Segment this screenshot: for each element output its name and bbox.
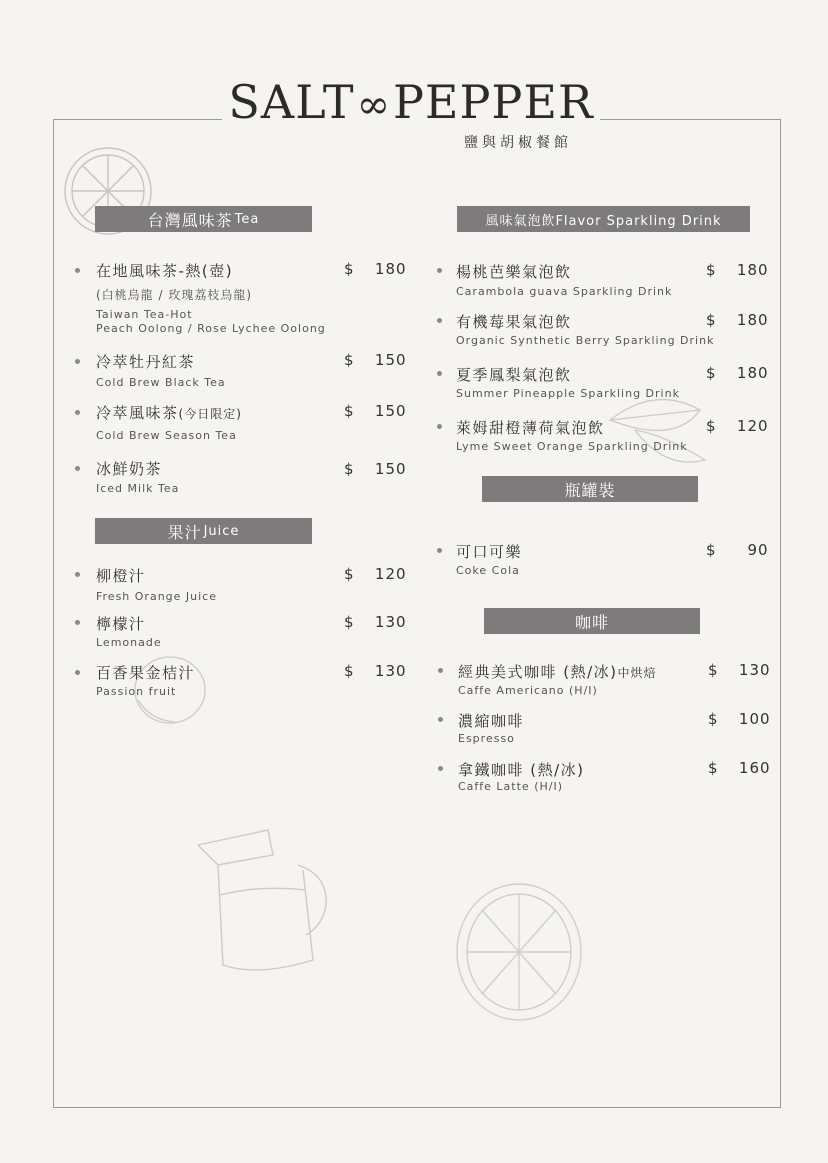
logo-text: SALT∞PEPPER [228,75,594,129]
menu-item-english: Coke Cola [456,564,520,577]
menu-item-name: 冷萃牡丹紅茶 [96,353,196,371]
menu-item-price: $ 150 [344,351,407,369]
menu-item-name: 可口可樂 [456,543,523,561]
menu-item-name: 有機莓果氣泡飲 [456,313,572,331]
menu-item-english: Passion fruit [96,685,177,698]
infinity-icon: ∞ [356,82,391,128]
menu-item-name: 檸檬汁 [96,615,146,633]
bullet [438,668,443,673]
menu-item-english: Summer Pineapple Sparkling Drink [456,387,680,400]
section-header-juice: 果汁 Juice [95,518,312,544]
bullet [75,268,80,273]
brand-logo [222,76,600,128]
menu-item-price: $ 150 [344,402,407,420]
menu-item-english: Caffe Latte (H/I) [458,780,563,793]
section-header-coffee: 咖啡 [484,608,700,634]
menu-item-name: 濃縮咖啡 [458,712,525,730]
bullet [437,548,442,553]
menu-item-price: $ 180 [706,311,769,329]
section-header-tea: 台灣風味茶 Tea [95,206,312,232]
menu-item-english: Cold Brew Season Tea [96,429,237,442]
menu-item-english: Taiwan Tea-Hot [96,308,193,321]
menu-item-subtitle: (白桃烏龍 / 玫瑰荔枝烏龍) [96,288,253,302]
menu-item-english: Peach Oolong / Rose Lychee Oolong [96,322,326,335]
menu-item-english: Fresh Orange Juice [96,590,218,603]
menu-item-english: Lyme Sweet Orange Sparkling Drink [456,440,688,453]
bullet [75,572,80,577]
section-header-bottled: 瓶罐裝 [482,476,698,502]
bullet [75,466,80,471]
bullet [75,410,80,415]
menu-item-english: Caffe Americano (H/I) [458,684,598,697]
menu-item-name: 楊桃芭樂氣泡飲 [456,263,572,281]
bullet [75,620,80,625]
menu-item-name: 百香果金桔汁 [96,664,196,682]
menu-item-name: 經典美式咖啡 (熱/冰)中烘焙 [458,663,657,681]
menu-item-price: $ 180 [706,261,769,279]
menu-item-english: Carambola guava Sparkling Drink [456,285,673,298]
menu-item-price: $ 100 [708,710,771,728]
menu-item-price: $ 130 [344,613,407,631]
menu-item-price: $ 180 [344,260,407,278]
bullet [75,359,80,364]
section-header-sparkling: 風味氣泡飲Flavor Sparkling Drink [457,206,750,232]
menu-item-name: 拿鐵咖啡 (熱/冰) [458,761,585,779]
menu-item-name: 萊姆甜橙薄荷氣泡飲 [456,419,605,437]
restaurant-subtitle: 鹽與胡椒餐館 [464,135,572,151]
menu-item-price: $ 120 [706,417,769,435]
menu-item-name: 柳橙汁 [96,567,146,585]
menu-item-english: Organic Synthetic Berry Sparkling Drink [456,334,715,347]
menu-item-english: Iced Milk Tea [96,482,180,495]
menu-item-price: $ 90 [706,541,769,559]
menu-item-name: 冰鮮奶茶 [96,460,163,478]
menu-item-english: Cold Brew Black Tea [96,376,226,389]
bullet [438,766,443,771]
menu-item-english: Lemonade [96,636,162,649]
bullet [437,268,442,273]
bullet [437,318,442,323]
menu-item-price: $ 180 [706,364,769,382]
menu-item-price: $ 130 [344,662,407,680]
bullet [75,670,80,675]
menu-item-price: $ 160 [708,759,771,777]
menu-item-name: 在地風味茶-熱(壺) [96,262,234,280]
bullet [437,424,442,429]
menu-item-price: $ 150 [344,460,407,478]
menu-item-price: $ 120 [344,565,407,583]
menu-item-name: 夏季鳳梨氣泡飲 [456,366,572,384]
bullet [437,371,442,376]
menu-item-price: $ 130 [708,661,771,679]
menu-item-name: 冷萃風味茶(今日限定) [96,404,242,422]
menu-item-english: Espresso [458,732,515,745]
bullet [438,717,443,722]
